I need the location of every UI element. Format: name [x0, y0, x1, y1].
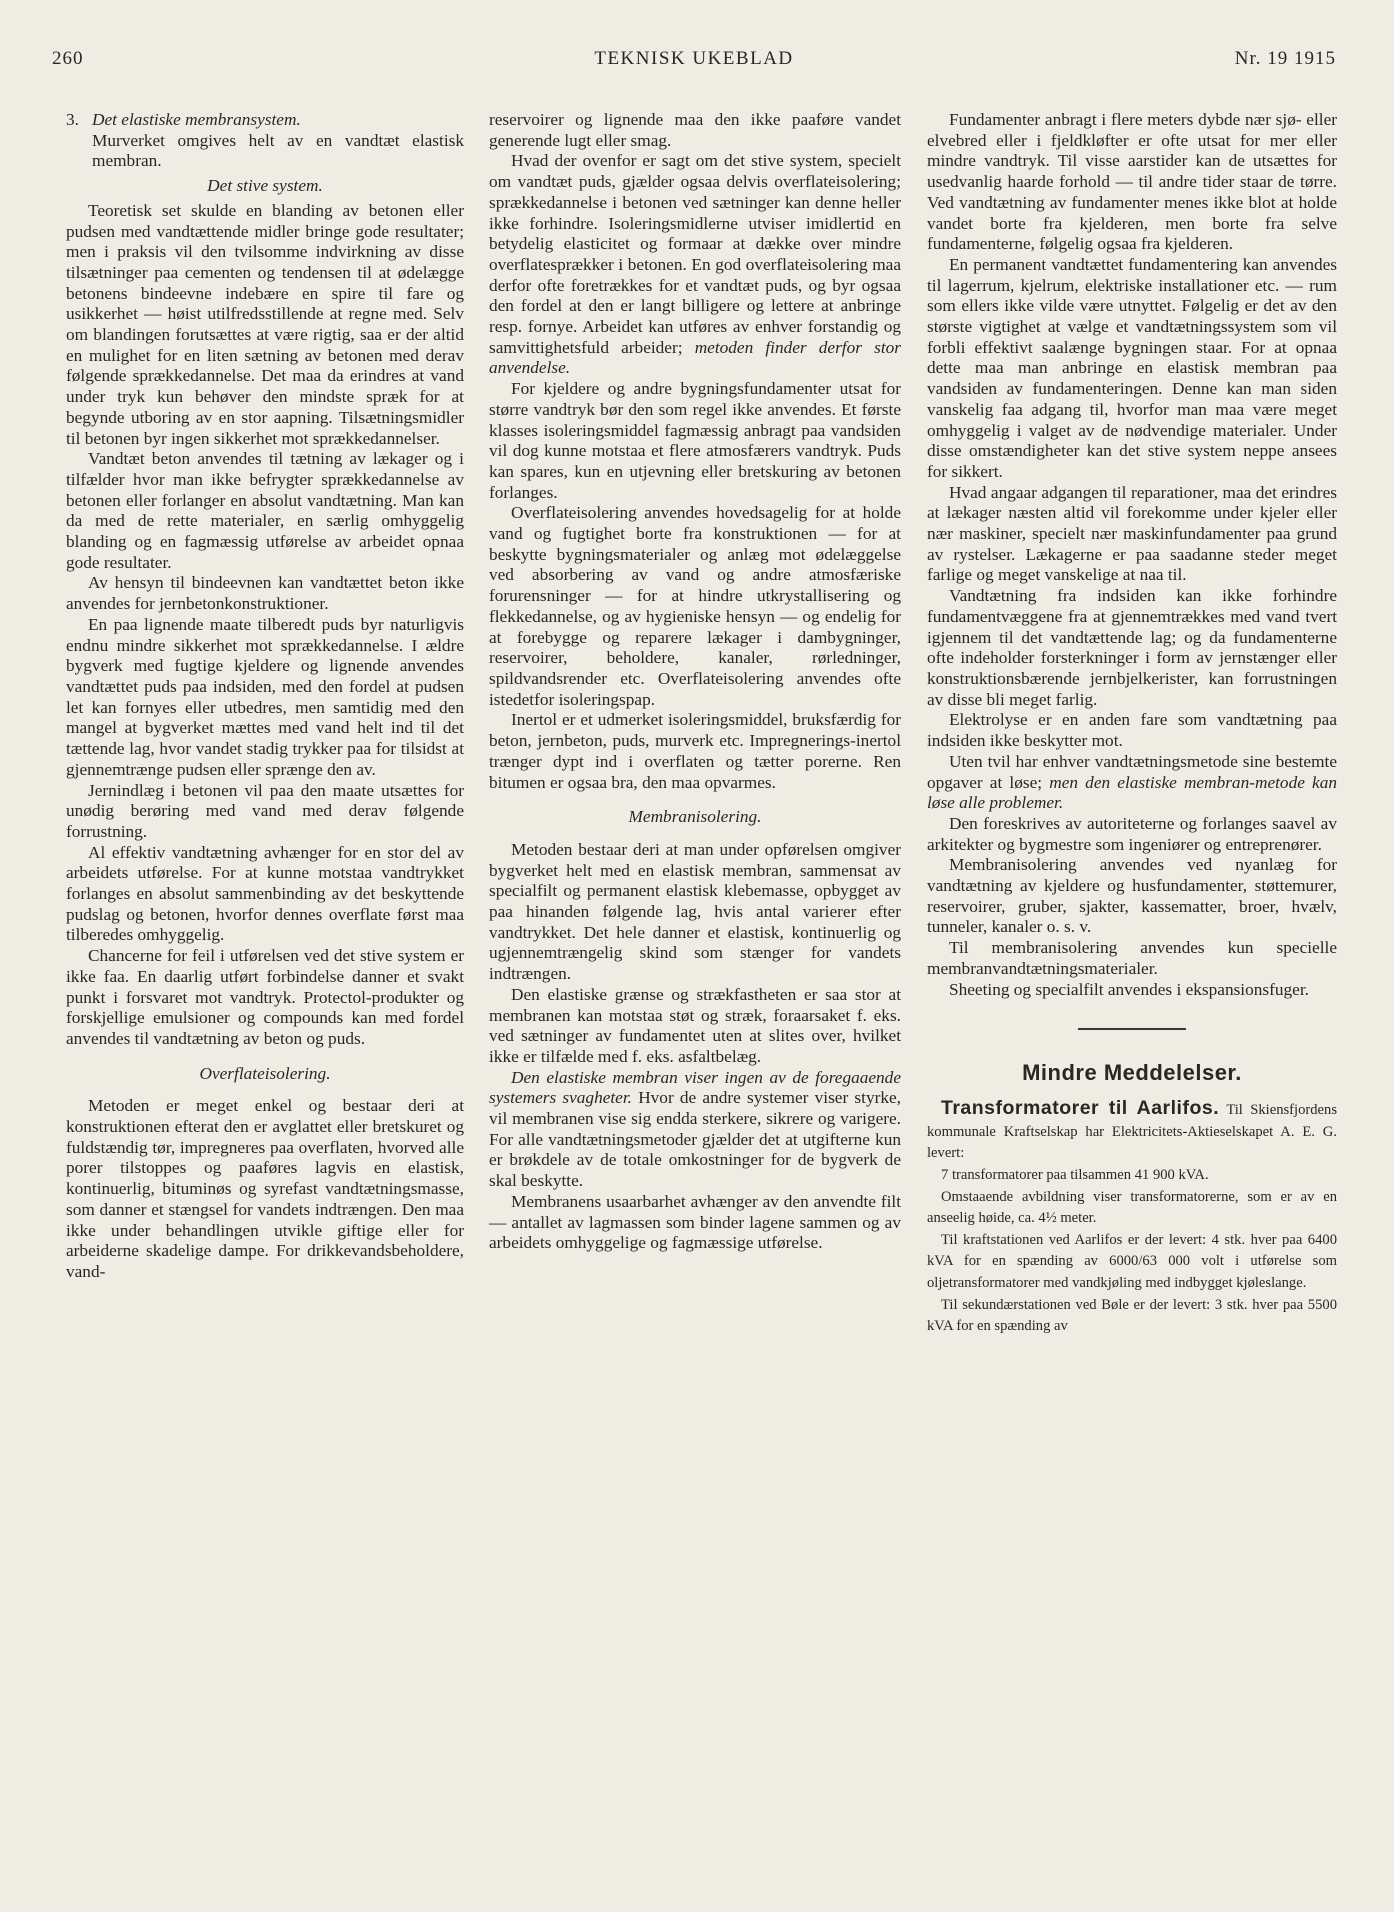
paragraph: Al effektiv vandtætning avhænger for en stor del av arbeidets utførelse. For at kunne motstaa vandtrykket forlanges en absolut sammenbinding av det beskyttende pudslag og betonen, hvorfor dennes overflate først maa tilberedes omhyggelig.	[66, 842, 464, 945]
paragraph: Membranisolering anvendes ved nyanlæg for vandtætning av kjeldere og husfundamenter, støttemurer, reservoirer, gruber, sjakter, kassematter, broer, hvælv, tunneler, kanaler o. s. v.	[927, 855, 1337, 937]
news-text: Til Skiensfjordens kommunale Kraftselskap har Elektricitets-Aktieselskapet A. E. G. levert:	[927, 1102, 1338, 1162]
paragraph: Den foreskrives av autoriteterne og forlanges saavel av arkitekter og bygmestre som ingeniører og entreprenører.	[927, 813, 1337, 854]
paragraph: Av hensyn til bindeevnen kan vandtættet beton ikke anvendes for jernbetonkonstruktioner.	[66, 573, 464, 614]
list-number: 3.	[66, 110, 79, 129]
news-paragraph: 7 transformatorer paa tilsammen 41 900 kVA.	[941, 1167, 1209, 1184]
news-paragraph: Til kraftstationen ved Aarlifos er der levert: 4 stk. hver paa 6400 kVA for en spænding av 6000/63 000 volt i utførelse som oljetransformatorer med vandkjøling med indbygget kjøleslange.	[927, 1231, 1337, 1291]
news-paragraph: Omstaaende avbildning viser transformatorerne, som er av en anseelig høide, ca. 4½ meter.	[927, 1188, 1337, 1227]
column-2	[489, 110, 901, 1254]
list-item-3	[66, 110, 464, 172]
heading-stive-system: Det stive system.	[207, 176, 323, 196]
paragraph: Sheeting og specialfilt anvendes i ekspansionsfuger.	[949, 979, 1309, 999]
list-item-title: Det elastiske membransystem.	[92, 110, 301, 129]
paragraph: Inertol er et udmerket isoleringsmiddel, bruksfærdig for beton, jernbeton, puds, murverk etc. Impregnerings-inertol trænger dypt ind i overflaten og tætter porerne. Ren bitumen er ogsaa bra, den maa opvarmes.	[489, 710, 901, 792]
paragraph: Overflateisolering anvendes hovedsagelig for at holde vand og fugtighet borte fra konstruktionen — for at beskytte bygningsmaterialer og anlæg mot ødelæggelse ved absorbering av vand og andre atmosfæriske forurensninger — for at hindre utkrystallisering og flekkedannelse, og av hygieniske hensyn — og endelig for at forebygge og reparere lækager i dambygninger, reservoirer, beholdere, kanaler, rørledninger, spildvandsrender etc. Overflateisolering anvendes ofte istedetfor isoleringspap.	[489, 503, 901, 709]
paragraph	[927, 752, 1337, 814]
news-heading: Transformatorer til Aarlifos.	[941, 1097, 1220, 1120]
news-paragraph: Til sekundærstationen ved Bøle er der levert: 3 stk. hver paa 5500 kVA for en spænding av	[927, 1296, 1337, 1335]
paragraph: Til membranisolering anvendes kun specielle membranvandtætningsmaterialer.	[927, 938, 1337, 978]
paragraph: En paa lignende maate tilberedt puds byr naturligvis endnu mindre sikkerhet mot sprækkedannelse. I ældre bygverk med fugtige kjeldere og lignende anvendes vandtættet puds paa indsiden, med den fordel at pudsen let kan fornyes eller utbedres, men samtidig med den mangel at bygverket mættes med vand helt ind til det tættende lag, hvor vandet stadig trykker paa for tilsidst at gjennemtrænge pudsen eller sprænge den av.	[66, 614, 464, 779]
paragraph: Den elastiske grænse og strækfastheten er saa stor at membranen kan motstaa støt og stræk, foraarsaket f. eks. ved sætninger av fundamentet uten at slites over, hvilket ikke er tilfælde med f. eks. asfaltbelæg.	[489, 984, 901, 1066]
paragraph: Vandtætning fra indsiden kan ikke forhindre fundamentvæggene fra at gjennemtrækkes med vand tvert igjennem til det vandtættende lag; og da fundamenterne ofte indeholder forsterkninger i form av jernstænger eller konstruktionsbærende jernbjelkerister, kan forrustningen av disse bli meget farlig.	[927, 586, 1337, 709]
heading-overflateisolering: Overflateisolering.	[199, 1063, 331, 1083]
paragraph: For kjeldere og andre bygningsfundamenter utsat for større vandtryk bør den som regel ikke anvendes. Et første klasses isoleringsmiddel fagmæssig anbragt paa vandsiden vil dog kunne motstaa et flere atmosfærers vandtryk. Puds kan spares, kun en utjevning eller bretskuring av betonen forlanges.	[489, 379, 901, 502]
column-1	[66, 110, 464, 1283]
paragraph: Elektrolyse er en anden fare som vandtætning paa indsiden ikke beskytter mot.	[927, 710, 1337, 751]
journal-title: TEKNISK UKEBLAD	[594, 48, 794, 69]
section-divider	[1078, 1028, 1186, 1030]
paragraph: Metoden er meget enkel og bestaar deri at konstruktionen efterat den er avglattet eller bretskuret og fuldstændig tør, impregneres paa overflaten, hvorved alle porer tilstoppes og paaføres lagvis en elastisk, kontinuerlig, bituminøs og syrefast vandtætningsmasse, som danner et stængsel for vandets indtrængen. Den maa ikke under behandlingen utvikle giftige eller for arbeiderne skadelige dampe. For drikkevandsbeholdere, vand-	[66, 1096, 464, 1281]
list-item-text: Murverket omgives helt av en vandtæt elastisk membran.	[92, 130, 464, 171]
emphasis-text: metoden finder derfor stor anvendelse.	[489, 337, 901, 378]
paragraph-text: Hvad der ovenfor er sagt om det stive system, specielt om vandtæt puds, gjælder ogsaa delvis overflateisolering; sprækkedannelse i betonen ved sætninger kan denne heller ikke forhindre. Isoleringsmidlerne utviser imidlertid en betydelig elasticitet og formaar at dække over mindre overflatesprækker i betonen. En god overflateisolering maa derfor ofte foretrækkes for et vandtæt puds, og byr ogsaa den fordel at den er langt billigere og lettere at anbringe resp. fornye. Arbeidet kan utføres av enhver forstandig og samvittighetsfuld arbeider;	[489, 151, 901, 357]
paragraph: Hvad angaar adgangen til reparationer, maa det erindres at lækager næsten altid vil forekomme under kjeler eller nær maskiner, specielt nær maskinfundamenter paa grund av rystelser. Lækagerne er paa saadanne steder meget farlige og meget vanskelige at naa til.	[927, 482, 1337, 585]
heading-membranisolering: Membranisolering.	[628, 807, 762, 827]
paragraph: Chancerne for feil i utførelsen ved det stive system er ikke faa. En daarlig utført forbindelse danner et svakt punkt i forsvaret mot vandtryk. Protectol-produkter og forskjellige emulsioner og compounds kan med fordel anvendes til vandtætning av beton og puds.	[66, 946, 464, 1048]
paragraph: Metoden bestaar deri at man under opførelsen omgiver bygverket helt med en elastisk membran, sammensat av specialfilt og permanent elastisk klebemasse, opbygget av paa hinanden følgende lag, hvis antal varierer efter vandtrykket. Det hele danner et elastisk, kontinuerlig og ugjennemtrængelig skind som stænger for vandets indtrængen.	[489, 839, 901, 984]
paragraph: Vandtæt beton anvendes til tætning av lækager og i tilfælder hvor man ikke befrygter sprækkedannelse av betonen eller forlanger en absolut vandtætning. Man kan da med de rette materialer, en særlig omhyggelig blanding og en fagmæssig utførelse av arbeidet opnaa gode resultater.	[66, 449, 464, 572]
paragraph	[489, 1068, 901, 1192]
emphasis-text: Den elastiske membran viser ingen av de foregaaende systemers svagheter.	[489, 1067, 901, 1108]
paragraph: Fundamenter anbragt i flere meters dybde nær sjø- eller elvebred eller i fjeldkløfter er ofte utsat for mer eller mindre vandtryk. Til visse aarstider kan de utsættes for usedvanlig haarde forhold — til andre tider staar de tørre. Ved vandtætning av fundamenter menes ikke blot at holde vandet borte fra kjelderen, men borte fra selve fundamenterne, følgelig ogsaa fra kjelderen.	[927, 110, 1337, 254]
column-3	[927, 110, 1337, 1338]
paragraph: En permanent vandtættet fundamentering kan anvendes til lagerrum, kjelrum, elektriske installationer etc. — rum som ellers ikke vilde være utnyttet. Følgelig er det av den største vigtighet at vælge et vandtætningssystem som vil forbli effektivt saalænge bygningen staar. For at opnaa dette maa man anbringe en elastisk membran paa vandsiden av fundamenteringen. Denne kan man siden vanskelig faa adgang til, hvorfor man maa være meget omhyggelig i valget av de nødvendige materialer. Under disse omstændigheter kan det stive system neppe ansees for sikkert.	[927, 254, 1337, 481]
news-paragraph	[927, 1098, 1337, 1165]
paragraph: reservoirer og lignende maa den ikke paaføre vandet generende lugt eller smag.	[489, 110, 901, 150]
page-number: 260	[52, 48, 84, 69]
paragraph: Jernindlæg i betonen vil paa den maate utsættes for unødig berøring med vand med derav følgende forrustning.	[66, 780, 464, 841]
paragraph-text: Hvor de andre systemer viser styrke, vil membranen vise sig endda sterkere, sikrere og varigere. For alle vandtætningsmetoder gjælder det at utgifterne kun er brøkdele av de totale omkostninger for de bygverk de skal beskytte.	[489, 1088, 901, 1191]
paragraph	[489, 151, 901, 379]
news-item	[927, 1098, 1337, 1338]
section-title: Mindre Meddelelser.	[1022, 1060, 1242, 1086]
paragraph: Teoretisk set skulde en blanding av betonen eller pudsen med vandtættende midler bringe gode resultater; men i praksis vil den tvilsomme indvirkning av disse tilsætninger paa cementen og tendensen til at ødelægge betonens bindeevne indebære en spire til fare og usikkerhet — høist utilfredsstillende at regne med. Selv om blandingen forutsættes at være rigtig, saa er der altid en mulighet for en liten sætning av betonen med derav følgende sprækkedannelse. Det maa da erindres at vand under tryk kun behøver den mindste spræk for at begynde utboring av en stor aapning. Tilsætningsmidler til betonen byr ingen sikkerhet mot sprækkedannelser.	[66, 200, 464, 448]
emphasis-text: men den elastiske membran-metode kan løse alle problemer.	[927, 772, 1337, 813]
paragraph: Membranens usaarbarhet avhænger av den anvendte filt — antallet av lagmassen som binder lagene sammen og av arbeidets omhyggelige og fagmæssige utførelse.	[489, 1191, 901, 1253]
page-header	[52, 48, 1336, 76]
issue-number: Nr. 19 1915	[1234, 48, 1336, 69]
paragraph-text: Uten tvil har enhver vandtætningsmetode sine bestemte opgaver at løse;	[927, 751, 1337, 792]
